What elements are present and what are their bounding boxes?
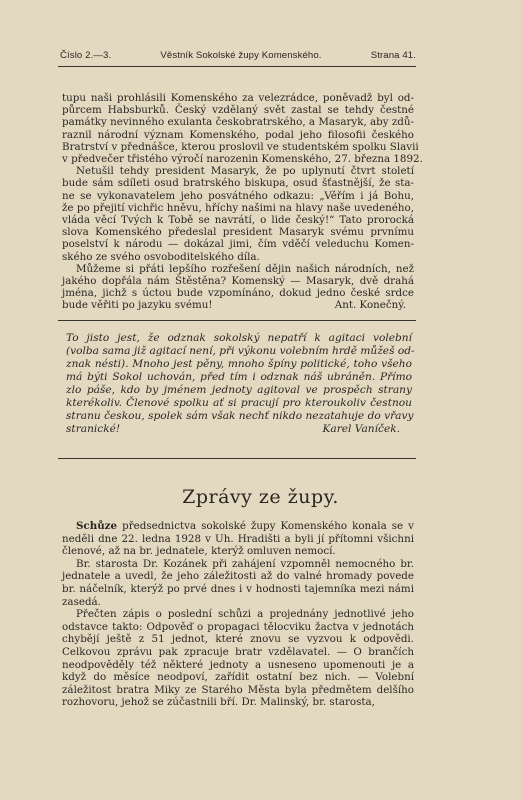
article-line: bude sám sdíleti osud bratrského biskupa, osud šťastnější, že sta- xyxy=(62,177,414,190)
quote-line: To jisto jest, že odznak sokolský nepatří k agitaci volební xyxy=(66,332,412,344)
article-line: památky nevinného exulanta českobratrského, a Masaryk, aby zdů- xyxy=(62,116,414,129)
article-paragraph-2 xyxy=(62,165,414,263)
news-body xyxy=(62,520,414,709)
journal-title: Věstník Sokolské župy Komenského. xyxy=(160,50,322,61)
article-line: v předvečer třistého výročí narozenin Komenského, 27. března 1892. xyxy=(62,153,423,166)
quote-line: zlo páše, kdo by jménem jednoty agitoval ve prospěch strany xyxy=(66,384,412,396)
article-paragraph-3 xyxy=(62,263,414,312)
article-paragraph-1 xyxy=(62,92,423,166)
news-paragraph-2: Br. starosta Dr. Kozánek při zahájení vzpomněl nemocného br. jednatele a uvedl, že jeho záležitosti až do valné hromady povede br. náčelník, kterýž po prvé dnes i v hodnosti tajemníka mezi námi zasedá. xyxy=(62,557,414,608)
article-line: Můžeme si přáti lepšího rozřešení dějin našich národních, než xyxy=(76,262,414,275)
quote-line: kterékoliv. Členové spolku ať si pracují pro kteroukoliv čestnou xyxy=(66,397,412,409)
issue-number: Číslo 2.—3. xyxy=(60,50,112,61)
article-line: že po přejití vichřic hněvu, hříchy našimi na hlavy naše uvedeného, xyxy=(62,201,414,214)
header-divider xyxy=(58,66,416,67)
running-header xyxy=(60,50,416,61)
news-lead-word: Schůze xyxy=(76,520,118,532)
article-line: půrcem Habsburků. Český vzdělaný svět zastal se tehdy čestné xyxy=(62,104,414,117)
article-line: tupu naši prohlásili Komenského za velezrádce, poněvadž byl od- xyxy=(62,92,414,104)
section-heading: Zprávy ze župy. xyxy=(182,486,339,508)
article-line: Bratrství v přednášce, kterou proslovil ve studentském spolku Slavii xyxy=(62,140,419,153)
article-line: raznil národní význam Komenského, podal jeho filosofii českého xyxy=(62,128,414,141)
news-paragraph-3: Přečten zápis o poslední schůzi a projednány jednotlivé jeho odstavce takto: Odpověď o propagaci tělocviku žactva v jednotách chybějí ještě z 51 jednot, které znovu se vyzvou k odpovědi. Celkovou zprávu pak zpracuje bratr vzdělavatel. — O brančích neodpověděly též některé jednoty a usneseno upomenouti je a když do měsíce neodpoví, zařídit ostatní bez nich. — Volební záležitost bratra Miky ze Starého Města byla předmětem delšího rozhovoru, jehož se zúčastnili bří. Dr. Malinský, br. starosta, xyxy=(62,608,414,709)
article-line: jakého dopřála nám Štěstěna? Komenský — Masaryk, dvě drahá xyxy=(62,275,414,288)
quote-bottom-divider xyxy=(58,458,416,459)
article-line: Netušil tehdy president Masaryk, že po uplynutí čtvrt století xyxy=(76,165,414,178)
article-line: ne se vykonavatelem jeho posvátného odkazu: „Věřím i já Bohu, xyxy=(62,189,414,202)
quote-line: znak nésti). Mnoho jest pěny, mnoho špíny politické, toho všeho xyxy=(66,358,412,370)
quote-author: Karel Vaníček. xyxy=(322,423,400,435)
news-paragraph-1 xyxy=(62,520,414,558)
quote-top-divider xyxy=(58,320,416,321)
quote-closing-line xyxy=(66,423,412,436)
article-line: slova Komenského předeslal president Masaryk svému prvnímu xyxy=(62,226,414,239)
article-body xyxy=(62,92,423,312)
news-paragraph-1-text: předsednictva sokolské župy Komenského konala se v neděli dne 22. ledna 1928 v Uh. Hradišti a byli jí přítomni všichni členové, až na br. jednatele, kterýž omluven nemocí. xyxy=(62,520,414,558)
quote-line: (volba sama již agitací není, při výkonu volebním hrdě můžeš od- xyxy=(66,345,415,357)
article-line: ského ze svého osvoboditelského díla. xyxy=(62,250,260,263)
quote-line: stranické! xyxy=(66,423,121,435)
page-number: Strana 41. xyxy=(370,50,416,61)
article-line: poselství k národu — dokázal jimi, čím vděčí veleduchu Komen- xyxy=(62,238,414,251)
article-line: bude věřiti po jazyku svému! xyxy=(62,299,213,312)
article-line: vláda věcí Tvých k Tobě se navrátí, o lide český!“ Tato prorocká xyxy=(62,214,414,227)
article-line: jména, jichž s úctou bude vzpomínáno, dokud jedno české srdce xyxy=(62,287,414,300)
article-closing-line xyxy=(62,299,414,311)
quote-line: stranu českou, spolek sám však nechť nikdo nezatahuje do vřavy xyxy=(66,410,414,422)
quote-line: má býti Sokol uchován, před tím i odznak náš ubráněn. Přímo xyxy=(66,371,412,383)
article-author: Ant. Konečný. xyxy=(334,299,406,312)
quote-block xyxy=(66,332,415,436)
